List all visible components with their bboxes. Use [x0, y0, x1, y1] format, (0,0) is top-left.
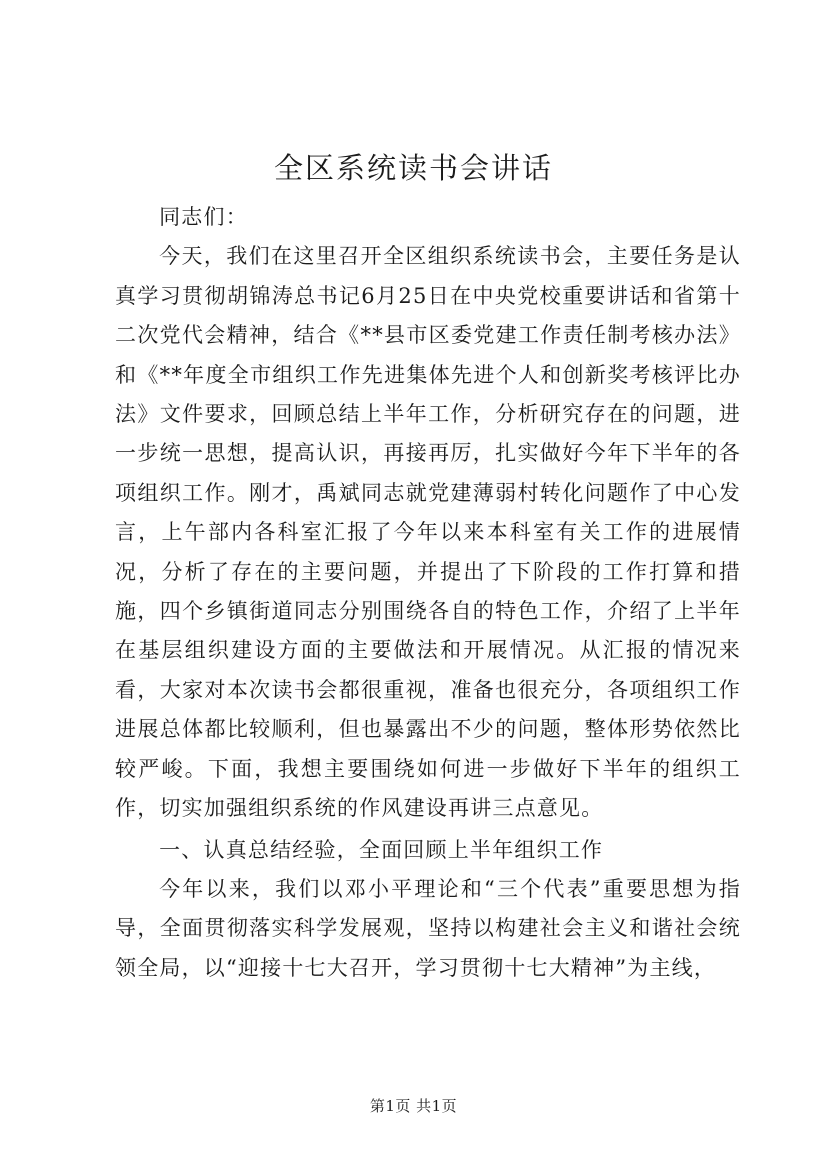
page-number-footer: 第1页 共1页	[369, 1097, 458, 1115]
salutation: 同志们：	[159, 205, 248, 229]
paragraph-intro: 今天，我们在这里召开全区组织系统读书会，主要任务是认真学习贯彻胡锦涛总书记6月25日在中央党校重要讲话和省第十二次党代会精神，结合《**县市区委党建工作责任制考核办法》和《**年度全市组织工作先进集体先进个人和创新奖考核评比办法》文件要求，回顾总结上半年工作，分析研究存在的问题，进一步统一思想，提高认识，再接再厉，扎实做好今年下半年的各项组织工作。刚才，禹斌同志就党建薄弱村转化问题作了中心发言，上午部内各科室汇报了今年以来本科室有关工作的进展情况，分析了存在的主要问题，并提出了下阶段的工作打算和措施，四个乡镇街道同志分别围绕各自的特色工作，介绍了上半年在基层组织建设方面的主要做法和开展情况。从汇报的情况来看，大家对本次读书会都很重视，准备也很充分，各项组织工作进展总体都比较顺利，但也暴露出不少的问题，整体形势依然比较严峻。下面，我想主要围绕如何进一步做好下半年的组织工作，切实加强组织系统的作风建设再讲三点意见。	[115, 244, 741, 821]
document-body	[115, 198, 741, 988]
section-heading-1: 一、认真总结经验，全面回顾上半年组织工作	[159, 837, 604, 862]
document-title: 全区系统读书会讲话	[273, 151, 553, 185]
paragraph-section-1: 今年以来，我们以邓小平理论和“三个代表”重要思想为指导，全面贯彻落实科学发展观，坚持以构建社会主义和谐社会统领全局，以“迎接十七大召开，学习贯彻十七大精神”为主线，	[115, 876, 741, 980]
